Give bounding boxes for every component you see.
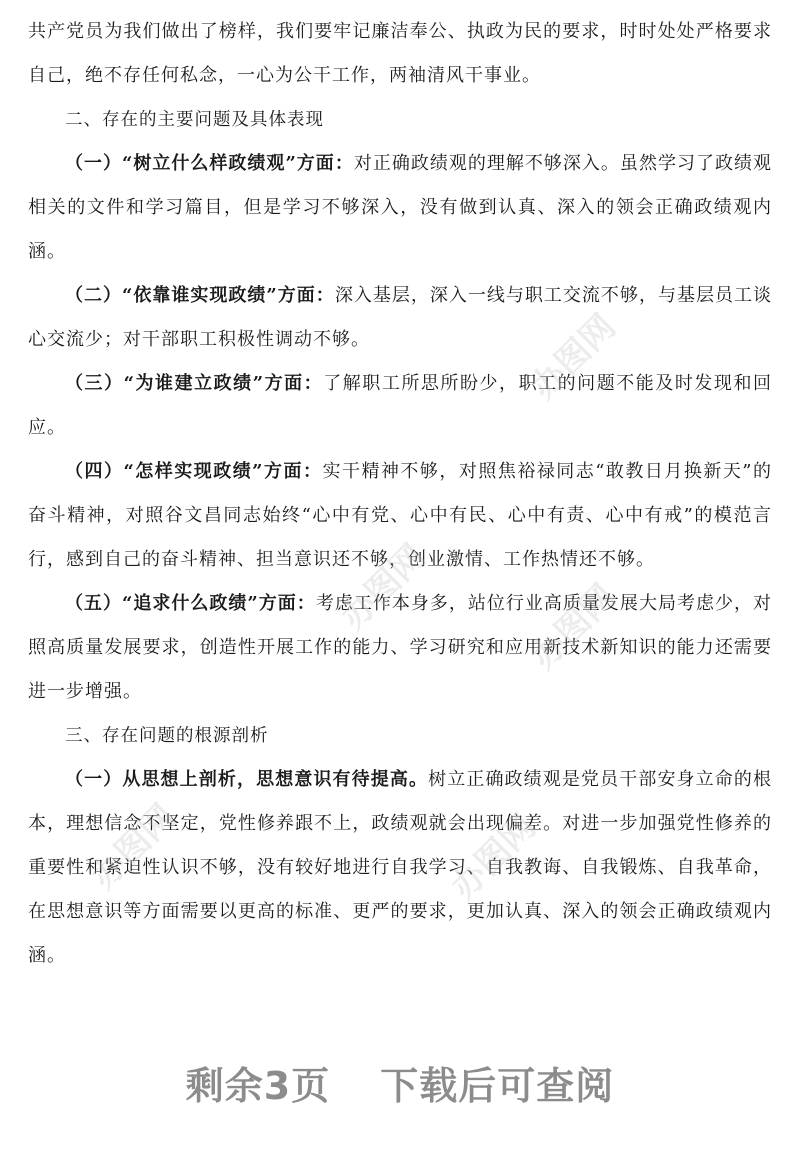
document-body <box>28 10 772 978</box>
root-cause-item-1-lead: （一）从思想上剖析，思想意识有待提高。 <box>65 769 429 790</box>
root-cause-item-1 <box>28 758 772 978</box>
problem-item-3-body: 了解职工所思所盼少，职工的问题不能及时发现和回应。 <box>28 373 772 438</box>
problem-item-1-body: 对正确政绩观的理解不够深入。虽然学习了政绩观相关的文件和学习篇目，但是学习不够深入，没有做到认真、深入的领会正确政绩观内涵。 <box>28 153 772 262</box>
problem-item-3 <box>28 362 772 450</box>
problem-item-5 <box>28 582 772 714</box>
watermark: 办图网 <box>83 796 184 898</box>
section-heading-root-causes: 三、存在问题的根源剖析 <box>65 726 269 746</box>
section-heading-problems: 二、存在的主要问题及具体表现 <box>65 110 324 130</box>
problem-item-2-body: 深入基层，深入一线与职工交流不够，与基层员工谈心交流少；对干部职工积极性调动不够。 <box>28 285 772 350</box>
problem-item-1 <box>28 142 772 274</box>
problem-item-3-lead: （三）“为谁建立政绩”方面： <box>65 373 324 394</box>
download-prompt[interactable] <box>0 1055 800 1110</box>
problem-item-4-body: 实干精神不够，对照焦裕禄同志“敢教日月换新天”的奋斗精神，对照谷文昌同志始终“心中有党、心中有民、心中有责、心中有戒”的模范言行，感到自己的奋斗精神、担当意识还不够，创业激情、工作热情还不够。 <box>28 461 772 570</box>
problem-item-5-body: 考虑工作本身多，站位行业高质量发展大局考虑少，对照高质量发展要求，创造性开展工作的能力、学习研究和应用新技术新知识的能力还需要进一步增强。 <box>28 593 772 702</box>
intro-paragraph: 共产党员为我们做出了榜样，我们要牢记廉洁奉公、执政为民的要求，时时处处严格要求自己，绝不存任何私念，一心为公干工作，两袖清风干事业。 <box>28 21 772 86</box>
root-cause-item-1-body: 树立正确政绩观是党员干部安身立命的根本，理想信念不坚定，党性修养跟不上，政绩观就会出现偏差。对进一步加强党性修养的重要性和紧迫性认识不够，没有较好地进行自我学习、自我教诲、自我锻炼、自我革命，在思想意识等方面需要以更高的标准、更严的要求，更加认真、深入的领会正确政绩观内涵。 <box>28 769 772 966</box>
watermark: 办图网 <box>523 306 624 408</box>
watermark: 办图网 <box>523 576 624 678</box>
problem-item-5-lead: （五）“追求什么政绩”方面： <box>65 593 316 614</box>
watermark: 办图网 <box>443 806 544 908</box>
problem-item-2 <box>28 274 772 362</box>
watermark: 办图网 <box>333 536 434 638</box>
problem-item-1-lead: （一）“树立什么样政绩观”方面： <box>65 153 354 174</box>
download-to-view-label: 下载后可查阅 <box>380 1064 615 1108</box>
problem-item-4-lead: （四）“怎样实现政绩”方面： <box>65 461 323 482</box>
remaining-pages-label: 剩余3页 <box>185 1064 331 1108</box>
problem-item-4 <box>28 450 772 582</box>
problem-item-2-lead: （二）“依靠谁实现政绩”方面： <box>65 285 335 306</box>
